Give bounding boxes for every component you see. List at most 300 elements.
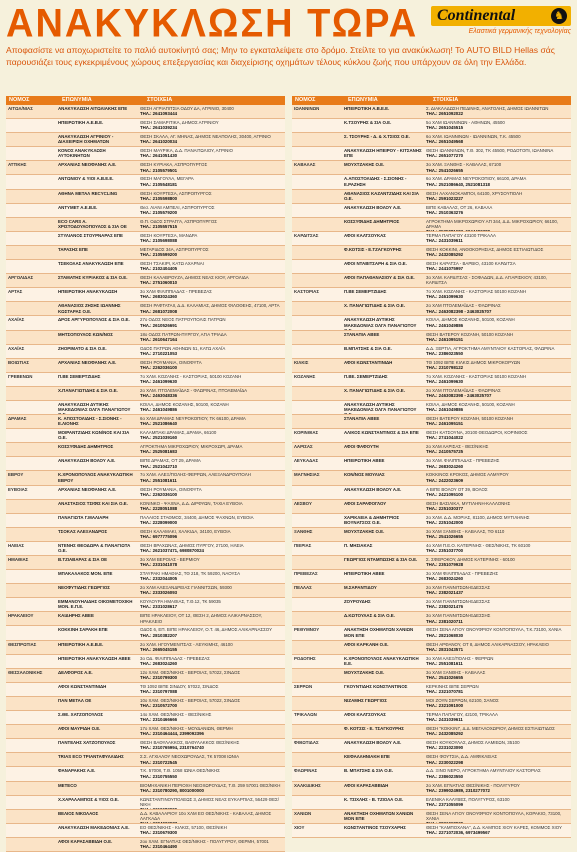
table-row: [292, 641, 571, 655]
row-address: 17ο ΧΛΜ. ΘΕΣ/ΝΙΚΗΣ - ΜΟΥΔΑΝΙΩΝ, ΘΕΡΜΗ: [140, 726, 233, 732]
row-address: 3ο ΧΛΜ. ΞΑΝΘΗΣ - ΚΑΒΑΛΑΣ, 67100: [426, 162, 502, 168]
table-row: [292, 161, 571, 175]
table-row: [6, 753, 285, 767]
row-area: [292, 725, 342, 738]
row-area: ΡΕΘΥΜΝΟΥ: [294, 627, 320, 633]
table-row: [292, 345, 571, 359]
row-address: ΒΙΠΕ ΔΡΑΜΑΣ, ΟΤ 29, ΔΡΑΜΑ: [140, 458, 201, 464]
table-row: [6, 218, 285, 232]
row-info: [138, 204, 285, 217]
row-name: ΜΟΥΧΤΖΑΚΗΣ Ο.Ε.: [344, 162, 385, 168]
table-row: [6, 204, 285, 218]
row-area: [6, 655, 56, 668]
row-name: ΚΕΦΑΛΛΗΝΙΑΚΗ ΕΠΕ: [344, 754, 390, 760]
row-phone: ΤΗΛ.: 2463082398 - 2463025707: [426, 308, 492, 314]
table-row: [6, 542, 285, 556]
row-phone: ΤΗΛ.: 2621037471, 6980870024: [140, 548, 204, 554]
table-row: [6, 471, 285, 485]
table-header: [6, 96, 285, 105]
header-info: ΣΤΟΙΧΕΙΑ: [147, 97, 173, 103]
row-area: ΤΡΙΚΑΛΩΝ: [294, 712, 317, 718]
row-name: Σ.ΘΕ. ΧΑΤΖΟΠΟΥΛΟΣ: [58, 712, 104, 718]
row-area: [6, 119, 56, 132]
horse-icon: ♞: [551, 8, 567, 24]
row-name: Π. ΜΗΣΙΑΚΑΣ: [344, 542, 373, 548]
row-address: ΕΛΕΝΙΚΑ ΚΑΛΥΒΕΣ, ΠΟΛΥΓΥΡΟΣ, 63100: [426, 796, 510, 802]
row-area: ΚΑΣΤΟΡΙΑΣ: [294, 289, 319, 295]
row-address: 18ο ΟΔΟΣ ΠΑΤΡΩΝ-ΠΥΡΓΟΥ, ΑΓΙΑ ΤΡΙΑΔΑ: [140, 331, 227, 337]
row-area: [292, 345, 342, 358]
row-info: [424, 471, 571, 484]
row-phone: ΤΗΛ.: 2683024260: [140, 660, 178, 666]
row-area: ΗΜΑΘΙΑΣ: [8, 557, 29, 562]
row-name: Χ.ΧΑΡΑΛΑΜΠΟΣ & ΥΙΟΣ Ο.Ε.: [58, 796, 119, 802]
row-name: ΜΟΥΧΤΖΑΚΗΣ Ο.Ε.: [344, 669, 385, 675]
row-info: [424, 302, 571, 315]
row-area: ΚΟΡΙΝΘΙΑΣ: [294, 430, 319, 436]
row-phone: ΤΗΛ.: 2651049568: [426, 139, 464, 145]
row-address: ΤΘ 1092 ΒΙΠΕ ΣΙΝΔΟΥ, 57022, ΣΙΝΔΟΣ: [140, 683, 219, 689]
row-info: [138, 570, 285, 583]
row-area: [6, 232, 56, 245]
table-row: [292, 175, 571, 189]
row-phone: ΤΗΛ.: 2321091000: [426, 703, 464, 709]
row-name: ΑΡΧΑΝΙΑΣ ΝΕΟΦΑΝΗΣ Α.Ε.: [58, 359, 117, 365]
row-name: ΤΣΕΚΟΛΑΣ ΑΝΑΚΥΚΛΩΣΗ ΕΠΕ: [58, 261, 124, 267]
table-row: [6, 810, 285, 824]
table-row: [292, 626, 571, 640]
row-area: ΘΕΣΠΡΩΤΙΑΣ: [8, 641, 37, 647]
row-phone: ΤΗΛ.: 2386023550: [426, 773, 464, 779]
row-phone: ΤΗΛ.: 2551081611: [140, 477, 177, 483]
row-info: [138, 556, 285, 569]
table-row: [6, 274, 285, 288]
row-address: 5ο ΧΛΜ ΙΩΑΝΝΙΝΩΝ - ΑΘΗΝΩΝ, 45500: [426, 120, 505, 126]
table-row: [292, 133, 571, 147]
table-row: [292, 782, 571, 796]
row-name: ΠΑΝ ΜΕΤΑΛ ΟΕ: [58, 697, 92, 703]
row-area: ΑΧΑΪΑΣ: [8, 345, 25, 351]
table-row: [6, 739, 285, 753]
row-address: 3ο ΧΛΜ ΦΙΛΙΠΠΙΑΔΑΣ - ΠΡΕΒΕΖΑΣ: [140, 289, 212, 295]
row-name: ΝΕΟΦΥΤΙΔΗΣ ΓΕΩΡΓΙΟΣ: [58, 585, 110, 591]
row-area: [6, 147, 56, 160]
row-name: Π.ΒΕ. ΣΕΜΕΡΤΖΙΔΗΣ: [344, 373, 388, 379]
table-row: [292, 260, 571, 274]
row-phone: ΤΗΛ.: 2441075997: [426, 266, 464, 272]
row-area: [292, 641, 342, 654]
table-row: [292, 218, 571, 232]
row-info: [138, 739, 285, 752]
row-area: ΠΙΕΡΙΑΣ: [294, 542, 312, 548]
row-address: ΘΕΣΗ ΑΓΡΙΑΠΙΤΣΙΑ ΟΔΟΥ ΔΑ, ΑΓΡΙΝΙΟ, 30400: [140, 106, 234, 111]
row-area: [6, 190, 56, 203]
table-row: [6, 528, 285, 542]
table-row: [292, 373, 571, 387]
row-name: Κ.ΧΡΟΝΟΠΟΥΛΟΣ ΑΝΑΚΥΚΛΩΤΙΚΗ Ε.Ε.: [344, 655, 419, 666]
row-address: ΒΙΠΕ ΗΡΑΚΛΕΙΟΥ, ΟΤ 12, ΘΕΣΗ 2, ΔΗΜΟΣ ΑΛΙΚΑΡΝΑΣΣΟΥ, ΗΡΑΚΛΕΙΟ: [140, 613, 263, 624]
row-info: [424, 810, 571, 823]
row-phone: ΤΗΛ.: 2310572700: [140, 703, 178, 709]
row-address: 12ο ΧΛΜ. ΘΕΣ/ΝΙΚΗΣ - ΒΕΡΟΙΑΣ, 57022, ΣΙΝΔΟΣ: [140, 669, 241, 675]
row-phone: ΤΗΛ.: 2551081611: [426, 660, 463, 666]
row-name: ΑΦΟΙ ΠΑΠΑΘΑΝΑΣΙΟΥ & ΣΙΑ Ο.Ε.: [344, 275, 415, 281]
row-address: 3ο ΧΛΜ ΒΕΡΟΙΑΣ - ΒΕΡΜΙΟΥ: [140, 557, 200, 562]
row-address: ΘΕΣΗ ΡΟΥΜΑΝΙΑ, ΟΙΝΟΦΥΤΑ: [140, 359, 202, 365]
table-row: [292, 598, 571, 612]
row-area: ΒΟΙΩΤΙΑΣ: [8, 359, 30, 365]
row-address: ΘΕΣΗ ΚΑΤΣΟΥΝΑ, 20100 ΘΕΟΔΩΡΟΙ, ΚΟΡΙΝΘΟΣ: [426, 430, 528, 436]
table-row: [6, 655, 285, 669]
row-address: ΟΔΟΣ ΠΑΤΡΩΝ ΑΘΗΝΩΝ 51, ΚΑΤΩ ΑΧΑΪΑ: [140, 345, 226, 351]
table-row: [292, 584, 571, 598]
row-info: [424, 359, 571, 372]
row-address: 2ο ΧΛΜ. ΠΤΟΛΕΜΑΪΔΑΣ - ΦΛΩΡΙΝΑΣ, ΠΤΟΛΕΜΑΪΔΑ: [140, 387, 248, 393]
row-name: Χ. ΠΑΝΑΓΙΩΤΙΔΗΣ & ΣΙΑ Ο.Ε.: [344, 303, 405, 309]
row-phone: ΤΗΛ.: 2105557515: [140, 223, 178, 229]
row-info: [138, 161, 285, 174]
table-row: [6, 767, 285, 781]
row-area: ΡΟΔΟΠΗΣ: [294, 655, 316, 661]
row-info: [138, 711, 285, 724]
row-address: 2ο ΧΛΜ ΓΙΑΝΝΙΤΣΩΝ-ΕΔΕΣΣΑΣ: [426, 585, 491, 591]
row-address: ΟΔΟΣ 6, ΕΠ. ΒΙΠΕ ΗΡΑΚΛΕΙΟΥ, Ο.Τ. 46, ΔΗΜΟΣ ΑΛΙΚΑΡΝΑΣΣΟΥ: [140, 627, 273, 633]
row-info: [424, 641, 571, 654]
table-row: [6, 373, 285, 387]
row-address: ΚΩΝΣΤΑΝΤΙΝΟΥΠΟΛΕΩΣ 3, ΔΗΜΟΣ ΝΕΑΣ ΕΥΚΑΡΠΙΑΣ, 56429 ΘΕΣ/ΝΙΚΗ: [140, 796, 279, 807]
header-area: ΝΟΜΟΣ: [9, 97, 30, 103]
row-info: [424, 556, 571, 569]
row-phone: ΤΗΛ.: 2610647164: [140, 336, 178, 342]
row-name: METECO: [58, 782, 77, 788]
row-phone: ΤΗΛ.: 2432085292: [426, 252, 464, 258]
row-phone: ΤΗΛ.: 2683024260: [426, 463, 464, 469]
row-info: [424, 190, 571, 203]
row-info: [424, 443, 571, 456]
row-info: [424, 626, 571, 639]
row-address: ΘΕΣΗ ΣΕΝΑ ΑΓΙΟΥ ΟΝΟΥΦΡΙΟΥ ΚΟΝΤΟΠΟΥΛΑ, Τ.Κ.73100, ΧΑΝΙΑ: [426, 627, 562, 633]
row-name: ΖΟΥΡΟΥΔΗΣ: [344, 599, 371, 605]
table-row: [6, 415, 285, 429]
row-name: ΑΝΤΩΝΙΟΥ & ΥΙΟΙ Α.Β.Ε.Ε.: [58, 176, 114, 182]
row-info: [424, 711, 571, 724]
row-info: [424, 331, 571, 344]
row-name: ΣΤΥΛΙΑΝΟΣ ΣΤΟΥΡΝΑΡΑΣ ΕΠΕ: [58, 232, 123, 238]
row-area: [6, 739, 56, 752]
row-name: ΑΘΑΝΑΣΙΟΣ ΚΑΖΑΝΤΖΙΔΗΣ ΚΑΙ ΣΙΑ Ο.Ε.: [344, 190, 419, 201]
row-address: ΘΕΣΗ ΒΑΣΙΛΙΚΑ, ΜΥΤΙΛΗΝΗ-ΚΑΛΛΟΝΗΣ: [426, 500, 511, 506]
row-phone: ΤΗΛ.: 2683024360: [140, 294, 178, 300]
row-name: Χ.ΠΑΝΑΓΙΩΤΙΔΗΣ & ΣΙΑ Ο.Ε.: [58, 387, 118, 393]
table-row: [292, 359, 571, 373]
row-phone: ΤΗΛ.: 2525081683, 6944400308: [426, 229, 490, 232]
row-address: 2ο ΧΛΜ. ΗΓΟΥΜΕΝΙΤΣΑΣ - ΛΕΥΚΙΜΗΣ, 46100: [140, 641, 233, 647]
row-info: [424, 612, 571, 625]
row-area: [6, 767, 56, 780]
row-phone: ΤΗΛ.: 2271072036, 6973499567: [426, 829, 490, 835]
table-row: [292, 302, 571, 316]
table-row: [292, 767, 571, 781]
table-row: [292, 711, 571, 725]
row-address: Α ΒΙΠΕ ΒΟΛΟΥ ΟΤ 39, ΒΟΛΟΣ: [426, 486, 488, 492]
row-address: 3ο ΧΛΜ ΓΙΑΝΝΙΤΣΩΝ-ΕΔΕΣΣΗΣ: [426, 613, 491, 619]
row-address: ΘΕΣΗ ΚΑΛΑΜΑΚΙ, ΧΑΛΚΙΔΑ, 34100, ΕΥΒΟΙΑ: [140, 528, 231, 534]
row-phone: ΤΗΛ.: 2461099630: [426, 294, 464, 300]
row-info: [138, 359, 285, 372]
table-row: [6, 260, 285, 274]
row-name: ΑΦΟΙ ΜΑΥΡΙΔΗ Ο.Ε.: [58, 726, 101, 732]
row-phone: ΤΗΛ.: 2431039611: [426, 717, 463, 723]
row-area: [292, 204, 342, 217]
row-info: [424, 683, 571, 696]
row-info: [424, 514, 571, 527]
row-phone: ΤΗΛ.: 2251030377: [426, 505, 464, 511]
row-area: [292, 175, 342, 188]
table-row: [292, 387, 571, 401]
brand-name: Continental: [437, 7, 516, 24]
row-phone: ΤΗΛ.: 2310682000: [140, 807, 178, 810]
row-area: [6, 838, 56, 851]
table-row: [292, 500, 571, 514]
table-row: [292, 401, 571, 415]
row-name: ΒΕΛΙΟΣ ΝΙΚΟΛΑΟΣ: [58, 810, 99, 816]
table-row: [292, 725, 571, 739]
row-address: ΜΕΓΑΡΙΔΟΣ 34Α, ΑΣΠΡΟΠΥΡΓΟΣ: [140, 246, 209, 252]
row-area: [6, 810, 56, 823]
row-area: ΗΛΕΙΑΣ: [8, 542, 25, 548]
row-name: Κ.ΤΣΟΥΡΗΣ & ΣΙΑ Ο.Ε.: [344, 120, 392, 126]
row-address: ΘΕΣΗ ΚΑΡΑΤΣΑ - ΒΑΡΒΙΟ, 43100 ΚΑΡΔΙΤΣΑ: [426, 261, 516, 267]
row-area: [292, 697, 342, 710]
row-info: [424, 697, 571, 710]
row-area: [292, 486, 342, 499]
row-info: [138, 373, 285, 386]
row-name: ΑΝΑΚΥΚΛΩΣΗ ΒΟΛΟΥ Α.Ε.: [58, 458, 116, 464]
row-name: Χ. ΠΑΝΑΓΙΩΤΙΔΗΣ & ΣΙΑ Ο.Ε.: [344, 387, 405, 393]
row-address: 6ο ΧΛΜ ΔΡΑΜΑΣ ΝΕΥΡΟΚΟΠΙΟΥ, ΤΚ 66100, ΔΡΑΜΑ: [140, 416, 246, 422]
row-phone: ΤΗΛ.: 2381020711: [426, 618, 463, 624]
row-info: [138, 246, 285, 259]
row-info: [424, 246, 571, 259]
row-address: 6ο ΧΛΜ. ΔΡΑΜΑΣ ΝΕΥΡΟΚΟΠΙΟΥ, 66100, ΔΡΑΜΑ: [426, 176, 527, 182]
row-info: [138, 584, 285, 597]
row-area: ΔΡΑΜΑΣ: [8, 416, 27, 422]
row-area: [6, 133, 56, 146]
row-area: [292, 190, 342, 203]
row-address: ΤΘ 1092 ΒΙΠΕ ΚΙΛΚΙΣ ΔΗΜΟΣ ΜΙΚΡΟΚΟΡΥΩΝ: [426, 359, 521, 365]
row-name: ΑΦΟΙ ΚΩΝΣΤΑΝΤΙΝΙΔΗ: [58, 683, 107, 689]
left-table: [6, 96, 285, 850]
row-phone: ΤΗΛ.: 2521086640, 2521081318: [426, 181, 490, 187]
row-address: ΘΕΣΗ ΒΡΑΧΩΝΑΣ, ΔΗΜΟΣ ΠΥΡΓΟΥ, 27100, ΗΛΕΙΑ: [140, 542, 244, 548]
row-phone: ΤΗΛ.: 2461095151: [426, 336, 464, 342]
table-row: [6, 133, 285, 147]
table-row: [6, 598, 285, 612]
row-phone: ΤΗΛ.: 2105548181: [140, 181, 178, 187]
table-row: [292, 316, 571, 330]
table-row: [6, 556, 285, 570]
row-address: Σ. ΔΙΑΚΛΑΔΩΣΗ ΠΕΔΙΝΗΣ, ΑΝΑΤΟΛΗΣ, ΔΗΜΟΣ ΙΩΑΝΝΙΤΩΝ: [426, 106, 549, 111]
row-area: [6, 401, 56, 414]
row-area: ΚΑΒΑΛΑΣ: [294, 162, 316, 168]
row-area: [6, 302, 56, 315]
row-area: ΛΕΥΚΑΔΑΣ: [294, 458, 319, 464]
row-info: [424, 824, 571, 837]
row-name: ΜΠΑΚΑΛΑΚΟΣ ΜΟΝ. ΕΠΕ: [58, 571, 113, 577]
table-row: [292, 514, 571, 528]
row-name: ΜΟΙΡΑΝΤΖΙΔΗΣ ΚΩΝ/ΝΟΣ ΚΑΙ ΣΙΑ Ο.Ε.: [58, 430, 130, 441]
row-address: Δ.Δ. ΚΑΒΑΛΑΡΙΟΥ 10ο ΧΛΜ ΕΟ ΘΕΣ/ΝΙΚΗΣ - ΚΑΒΑΛΑΣ, ΔΗΜΟΣ ΛΑΓΚΑΔΑ: [140, 810, 272, 821]
row-address: ΚΟΚΚΙΝΟΣ ΚΡΟΚΟΣ, ΔΗΜΟΣ ΑΛΜΥΡΟΥ: [426, 472, 509, 478]
row-area: [6, 598, 56, 611]
row-area: [6, 683, 56, 696]
row-name: ΑΝΑΚΥΚΛΩΣΗ ΔΥΤΙΚΗΣ ΜΑΚΕΔΟΝΙΑΣ ΟΛΓΑ ΠΑΝΑΓΙΩΤΟΥ Ο.Ε.: [344, 401, 417, 416]
row-name: ΤΑΡΑΣΗΣ ΕΠΕ: [58, 246, 88, 252]
table-row: [6, 669, 285, 683]
row-phone: ΤΗΛ.: 2332044005: [140, 576, 178, 582]
table-row: [292, 528, 571, 542]
row-name: ΝΤΕΝΗΣ ΘΕΟΔΩΡΑ & ΠΑΝΑΓΙΩΤΑ Ο.Ε.: [58, 542, 131, 554]
row-address: 10ο ΧΛΜ. ΘΕΣ/ΝΙΚΗΣ - ΒΕΡΟΙΑΣ, 57022, ΣΙΝΔΟΣ: [140, 697, 241, 703]
header-info: ΣΤΟΙΧΕΙΑ: [433, 97, 459, 103]
row-info: [138, 810, 285, 823]
row-address: ΤΕΡΜΑ ΠΑΠΑΓΟΥ, 42100, ΤΡΙΚΑΛΑ: [426, 712, 498, 718]
header: [6, 1, 571, 47]
row-address: ΘΕΣΗ ΛΑΧΑΝΟΚΑΜΠΟΙ, 64100, ΧΡΥΣΟΥΠΟΛΗ: [426, 190, 523, 196]
row-address: ΤΕΡΜΑ ΠΑΠΑΓΟΥ 43100 ΤΡΙΚΑΛΑ: [426, 232, 496, 238]
row-name: Β.ΜΠΑΤΣΗΣ & ΣΙΑ Ο.Ε.: [344, 345, 392, 351]
row-name: ΔΡΟΣ ΑΡΓΥΡΟΠΟΥΛΟΣ & ΣΙΑ Ο.Ε.: [58, 317, 130, 323]
row-area: [6, 218, 56, 231]
table-header: [292, 96, 571, 105]
row-area: [292, 669, 342, 682]
row-address: Θεσ. ΛΙΑΝΙ ΑΜΠΕΛΙ, ΑΣΠΡΟΠΥΡΓΟΣ: [140, 204, 215, 210]
row-address: ΚΟΙΛΑ, ΔΗΜΟΣ ΚΟΖΑΝΗΣ, 50100, ΚΟΖΑΝΗ: [426, 317, 515, 323]
row-address: 2ο ΧΛΜ ΠΤΟΛΕΜΑΪΔΑΣ - ΦΛΩΡΙΝΑΣ: [426, 387, 501, 393]
row-name: Π.ΒΕ ΣΕΜΕΡΤΖΙΔΗΣ: [58, 373, 101, 379]
right-rows: [292, 105, 571, 838]
row-address: 2ο ΧΛΜ ΛΑΡΙΣΑΣ - ΘΕΣ/ΝΙΚΗΣ: [426, 444, 489, 450]
table-row: [6, 119, 285, 133]
row-name: ΜΗΤΣΟΠΟΥΛΟΣ ΚΩΝ/ΝΟΣ: [58, 331, 113, 337]
row-address: ΚΟΙΛΑ, ΔΗΜΟΣ ΚΟΖΑΝΗΣ, 50100, ΚΟΖΑΝΗ: [426, 401, 515, 407]
row-phone: ΤΗΛ.: 2525081683: [140, 449, 178, 455]
row-phone: ΤΗΛ.: 2641020034: [140, 139, 178, 145]
row-address: 3ο ΧΛΜ ΦΙΛΙΠΠΙΑΔΑΣ - ΠΡΕΒΕΖΗΣ: [426, 571, 499, 577]
row-address: ΣΤΑΥΡΑΚΙ ΗΜΑΘΙΑΣ, ΤΘ 218, ΤΚ 59200, ΝΑΟΥΣΑ: [140, 571, 241, 577]
row-name: ΚΟΝΟΣ ΑΝΑΚΥΚΛΩΣΗ ΑΥΤΟΚΙΝΗΤΩΝ: [58, 148, 106, 159]
row-area: [292, 753, 342, 766]
row-phone: ΤΗΛ.: 2102404405: [140, 266, 178, 272]
row-info: [138, 133, 285, 146]
row-info: [138, 486, 285, 499]
row-info: [138, 683, 285, 696]
table-row: [6, 782, 285, 796]
row-area: ΞΑΝΘΗΣ: [294, 528, 313, 534]
table-row: [292, 415, 571, 429]
header-name: ΕΠΩΝΥΜΙΑ: [62, 97, 92, 103]
table-row: [292, 683, 571, 697]
table-row: [292, 655, 571, 669]
row-info: [138, 288, 285, 301]
brand-logo-box: [431, 6, 571, 26]
row-address: Δ.Δ. ΞΕΡΤΙΑ, ΑΓΡΟΚΤΗΜΑ ΑΜΥΝΤΑΙΟΥ ΚΑΣΤΟΡΙΑΣ, ΦΛΩΡΙΝΑ: [426, 345, 555, 351]
table-row: [292, 246, 571, 260]
row-phone: ΤΗΛ.: 2821068030: [426, 632, 464, 638]
row-address: ΚΟΝΙΝΚΟ - ΨΑΧΝΑ, Δ.Δ. ΔΙΡΦΥΩΝ, ΤΑΧΙΑ ΕΥΒΟΙΑ: [140, 500, 243, 506]
row-phone: ΤΗΛ.: 2310765994, 2310764740: [140, 745, 204, 751]
row-name: ΑΡΧΑΝΙΑΣ ΝΕΟΦΑΝΗΣ Α.Ε.: [58, 162, 117, 168]
row-phone: ΤΗΛ.: 2310799300: [140, 674, 178, 680]
row-name: ΑΝΑΚΥΚΛΩΣΗ ΑΓΡΙΝΙΟΥ - ΔΙΑΧΕΙΡΙΣΗ ΟΧΗΜΑΤΩΝ: [58, 134, 114, 145]
row-phone: ΤΗΛ.: 2541026655: [426, 674, 464, 680]
row-info: [424, 570, 571, 583]
row-area: ΠΕΛΛΑΣ: [294, 585, 312, 591]
table-row: [292, 331, 571, 345]
row-phone: ΤΗΛ.: 2310797088: [140, 689, 178, 695]
table-row: [6, 584, 285, 598]
row-phone: ΤΗΛ.: 2441072495: [426, 285, 464, 289]
row-phone: ΤΗΛ.: 2399024989, 2310277072: [426, 787, 490, 793]
row-name: ΗΠΕΙΡΩΤΙΚΗ ΑΝΑΚΥΚΛΩΣΗ: [58, 289, 118, 295]
row-area: ΑΧΑΪΑΣ: [8, 317, 25, 323]
row-name: ΑΡΧΑΝΙΑΣ ΝΕΟΦΑΝΗΣ Α.Ε.: [58, 486, 117, 492]
row-info: [424, 528, 571, 541]
table-row: [6, 232, 285, 246]
row-phone: ΤΗΛ.: 2521086640: [140, 421, 178, 427]
row-area: ΚΟΖΑΝΗΣ: [294, 373, 316, 379]
row-name: ECO CARS A. ΧΡΙΣΤΟΔΟΥΛΟΠΟΥΛΟΣ & ΣΙΑ ΟΕ: [58, 218, 127, 229]
row-name: ΑΦΟΙ ΝΤΑΒΙΤΣΑΡΗ & ΣΙΑ Ο.Ε.: [344, 261, 407, 267]
row-name: ΜΟΥΧΤΖΑΚΗΣ Ο.Ε.: [344, 528, 385, 534]
row-area: [292, 331, 342, 344]
row-info: [138, 824, 285, 837]
table-row: [292, 147, 571, 161]
row-address: ΠΑΛΑΙΟΣ ΣΤΑΘΜΟΣ, 34400, ΔΗΜΟΣ ΨΑΧΝΩΝ, ΕΥΒΟΙΑ: [140, 514, 254, 520]
row-phone: ΤΗΛ.: 2810382207: [140, 632, 178, 638]
row-address: 2ου ΧΛΜ. ΕΓΝΑΤΙΑΣ ΘΕΣ/ΝΙΚΗΣ - ΠΟΛΥΓΥΡΟΥ, ΘΕΡΜΗ, 57001: [140, 838, 269, 844]
row-name: Κ. ΑΠΟΣΤΟΛΙΔΗΣ - Σ.ΣΙΟΝΗΣ - Ε.ΛΙΟΝΗΣ: [58, 416, 122, 427]
row-area: ΧΙΟΥ: [294, 824, 305, 830]
row-name: ΑΦΟΙ ΦΑΦΟΥΤΗ: [344, 444, 379, 450]
row-name: Μ.ΣΑΡΑΝΤΙΔΟΥ: [344, 585, 377, 591]
table-row: [6, 302, 285, 316]
row-phone: ΤΗΛ.: 2105579200: [140, 209, 178, 215]
row-area: [6, 514, 56, 527]
row-address: 2ο ΧΛΜ. ΕΓΝΑΤΙΑΣ ΘΕΣ/ΝΙΚΗΣ - ΠΟΛΥΓΥΡΟΥ: [426, 782, 520, 788]
row-info: [424, 218, 571, 231]
row-address: ΘΕΣΗ ΑΡΦΑΝΟΥ, ΟΤ 8, ΔΗΜΟΣ ΑΛΙΚΑΡΝΑΣΣΟΥ, ΗΡΑΚΛΕΙΟ: [426, 641, 549, 647]
row-name: ΑΦΟΙ ΚΑΡΚΑΝΗ Ο.Ε.: [344, 641, 389, 647]
row-info: [424, 274, 571, 287]
row-address: 14ο ΧΛΜ. ΘΕΣ/ΝΙΚΗΣ - ΘΕΣ/ΝΙΚΗΣ: [140, 712, 212, 718]
row-info: [138, 725, 285, 738]
row-phone: ΤΗΛ.: 2394022977: [140, 821, 178, 824]
row-name: Σ. ΤΣΟΥΡΗΣ - Δ. & Χ.ΤΣΙΟΣ Ο.Ε.: [344, 134, 410, 140]
row-area: ΛΑΡΙΣΑΣ: [294, 444, 313, 450]
row-name: ΓΚΟΥΝΤΙΔΗΣ ΚΩΝΣΤΑΝΤΙΝΟΣ: [344, 683, 408, 689]
table-row: [292, 486, 571, 500]
row-area: [6, 626, 56, 639]
table-row: [6, 316, 285, 330]
row-area: ΑΡΤΑΣ: [8, 289, 23, 295]
row-phone: ΤΗΛ.: 2105599200: [140, 252, 178, 258]
row-info: [424, 345, 571, 358]
row-area: ΦΘΙΩΤΙΔΑΣ: [294, 740, 319, 746]
row-phone: ΤΗΛ.: 2310780290, 8001000000: [140, 787, 204, 793]
header-area: ΝΟΜΟΣ: [295, 97, 316, 103]
row-phone: ΤΗΛ.: 2461095151: [426, 421, 464, 427]
